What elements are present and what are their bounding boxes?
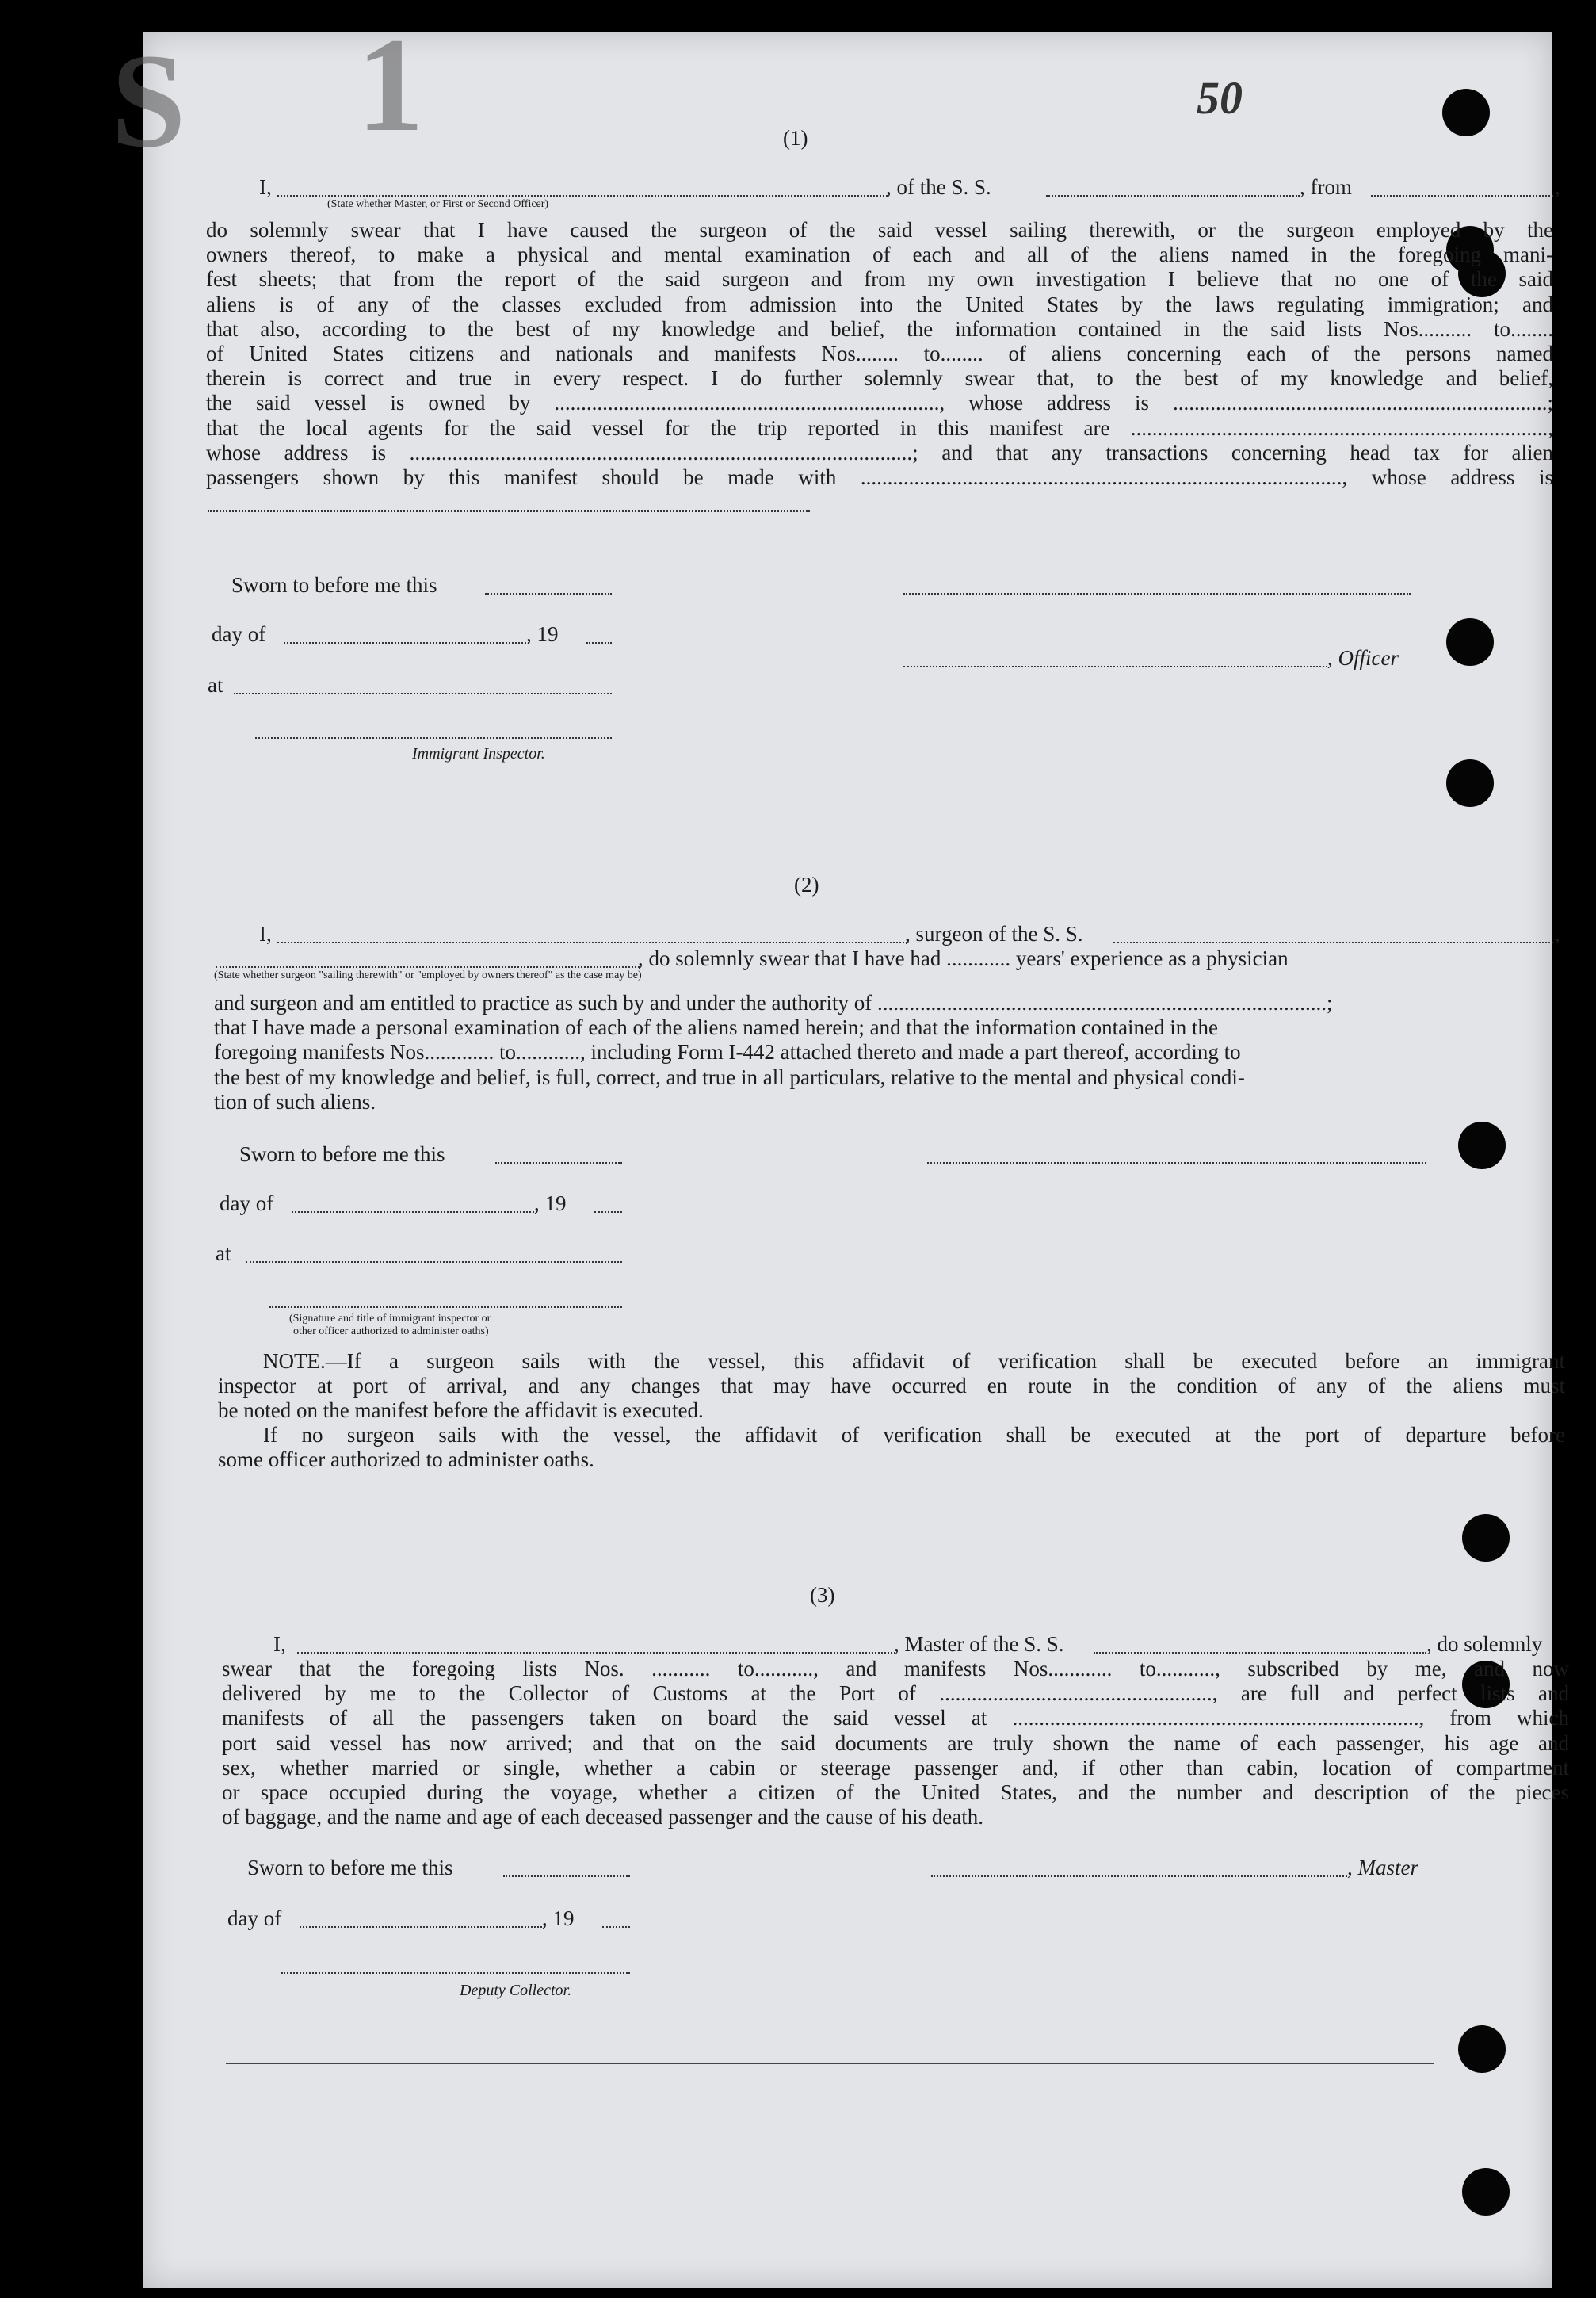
month-field[interactable] (300, 1926, 545, 1928)
oath-line: that the local agents for the said vessel for the trip reported in this manifest are .............................................................................., (206, 415, 1553, 440)
master-line: manifests of all the passengers taken on board the said vessel at ............................................................................, from which (222, 1706, 1569, 1730)
sworn-label: Sworn to before me this (231, 573, 437, 597)
surgeon-line: foregoing manifests Nos............. to............, including Form I-442 attached thereto and made a part thereof, according to (214, 1040, 1241, 1065)
sworn-label: Sworn to before me this (239, 1142, 445, 1166)
page-mark: 50 (1197, 72, 1243, 124)
oath-line: fest sheets; that from the report of the said surgeon and from my own investigation I believe that no one of the said (206, 267, 1553, 292)
sworn-date-field[interactable] (495, 1162, 622, 1164)
master-signature-field[interactable] (931, 1875, 1347, 1877)
oath-lead: I, (273, 1632, 286, 1656)
note2-paragraph-cont (218, 1447, 1565, 1472)
section-number: (2) (794, 873, 819, 897)
do-solemnly-label: , do solemnly (1426, 1632, 1543, 1656)
sworn-date-field[interactable] (503, 1875, 630, 1877)
punch-hole (1458, 2025, 1506, 2073)
day-of-label: day of (220, 1191, 274, 1215)
oath-lead: I, (259, 922, 272, 946)
vessel-label: , of the S. S. (886, 175, 991, 199)
day-of-label: day of (212, 622, 266, 646)
surgeon-line: the best of my knowledge and belief, is full, correct, and true in all particulars, relative to the mental and physical condi- (214, 1065, 1245, 1089)
oath-line: owners thereof, to make a physical and mental examination of each and all of the aliens named in the foregoing mani- (206, 243, 1553, 267)
stamp-left-fragment: S (111, 26, 183, 175)
month-field[interactable] (284, 642, 529, 644)
signature-field[interactable] (903, 593, 1411, 595)
place-field[interactable] (246, 1261, 622, 1263)
year-field[interactable] (602, 1926, 630, 1928)
surgeon-vessel-label: , surgeon of the S. S. (905, 922, 1083, 946)
note-paragraph-cont (218, 1374, 1565, 1423)
note-line: inspector at port of arrival, and any changes that may have occurred en route in the condition of any of the aliens must (218, 1374, 1565, 1398)
bottom-rule (226, 2063, 1434, 2064)
inspector-signature-field[interactable] (269, 1306, 622, 1308)
master-label: , Master (1347, 1856, 1418, 1879)
officer-caption: (State whether Master, or First or Second Officer) (327, 198, 549, 210)
oath-paragraph (206, 218, 1553, 490)
master-line: port said vessel has now arrived; and that on the said documents are truly shown the name of each passenger, his age and (222, 1730, 1569, 1755)
year-field[interactable] (594, 1211, 622, 1213)
officer-signature-field[interactable] (903, 666, 1327, 667)
surgeon-line: that I have made a personal examination of each of the aliens named herein; and that the information contained in the (214, 1015, 1219, 1040)
stamp-right-fragment: 1 (357, 10, 421, 159)
address-continuation-field[interactable] (208, 510, 810, 512)
year-label: , 19 (542, 1906, 575, 1930)
collector-signature-field[interactable] (281, 1972, 630, 1974)
punch-hole (1462, 1514, 1510, 1562)
note-line: NOTE.—If a surgeon sails with the vessel, this affidavit of verification shall be executed before an immigrant (263, 1349, 1565, 1373)
master-paragraph (222, 1657, 1569, 1830)
oath-line: that also, according to the best of my knowledge and belief, the information contained in the said lists Nos.......... to........ (206, 316, 1553, 341)
surgeon-paragraph (214, 991, 1561, 1115)
master-line: or space occupied during the voyage, whether a citizen of the United States, and the number and description of the pieces (222, 1780, 1569, 1805)
from-label: , from (1300, 175, 1352, 199)
surgeon-name-field[interactable] (277, 942, 907, 943)
surgeon-status-field[interactable] (216, 966, 640, 968)
punch-hole (1446, 618, 1494, 666)
oath-line: whose address is ..............................................................................................; and that any transactions concerning head tax for alien (206, 440, 1553, 465)
place-field[interactable] (234, 693, 612, 694)
oath-line: passengers shown by this manifest should be made with .........................................................................................., whose address is (206, 465, 1553, 490)
experience-text: , do solemnly swear that I have had ............ years' experience as a physician (638, 946, 1289, 970)
from-port-field[interactable] (1371, 195, 1553, 197)
form-page (111, 10, 1569, 2288)
punch-hole (1462, 2168, 1510, 2216)
oath-line: the said vessel is owned by ........................................................................, whose address is ......................................................................; (206, 391, 1553, 415)
line-comma: , (1555, 175, 1560, 199)
inspector-signature-field[interactable] (255, 737, 612, 739)
sig-caption: other officer authorized to administer oaths) (293, 1325, 489, 1337)
month-field[interactable] (292, 1211, 537, 1213)
surgeon-caption: (State whether surgeon "sailing therewith" or "employed by owners thereof" as the case may be) (214, 969, 642, 981)
master-line: delivered by me to the Collector of Customs at the Port of ..................................................., are full and perfect lists and (222, 1681, 1569, 1706)
sig-caption: (Signature and title of immigrant inspector or (289, 1313, 491, 1325)
note-line: be noted on the manifest before the affidavit is executed. (218, 1398, 704, 1423)
officer-label: , Officer (1327, 646, 1399, 670)
surgeon-line: and surgeon and am entitled to practice as such by and under the authority of ....................................................................................; (214, 991, 1333, 1015)
sworn-date-field[interactable] (485, 593, 612, 595)
officer-name-field[interactable] (277, 195, 888, 197)
surgeon-signature-field[interactable] (927, 1162, 1426, 1164)
master-name-field[interactable] (297, 1652, 895, 1654)
master-vessel-label: , Master of the S. S. (894, 1632, 1064, 1656)
oath-line: aliens is of any of the classes excluded from admission into the United States by the laws regulating immigration; and (206, 292, 1553, 316)
day-of-label: day of (227, 1906, 282, 1930)
note-paragraph (218, 1349, 1565, 1374)
punch-hole (1458, 1122, 1506, 1169)
punch-hole (1446, 759, 1494, 807)
inspector-label: Immigrant Inspector. (412, 745, 545, 763)
sworn-label: Sworn to before me this (247, 1856, 453, 1879)
at-label: at (208, 673, 223, 697)
line-comma: , (1555, 922, 1560, 946)
year-label: , 19 (526, 622, 559, 646)
vessel-name-field[interactable] (1113, 942, 1553, 943)
oath-line: of United States citizens and nationals and manifests Nos........ to........ of aliens concerning each of the persons named (206, 342, 1553, 366)
section-number: (1) (783, 126, 808, 150)
section-number: (3) (810, 1583, 835, 1607)
oath-line: therein is correct and true in every respect. I do further solemnly swear that, to the best of my knowledge and belief, (206, 366, 1553, 391)
surgeon-line: tion of such aliens. (214, 1089, 376, 1114)
master-line: sex, whether married or single, whether a cabin or steerage passenger and, if other than cabin, location of compartment (222, 1755, 1569, 1780)
punch-hole (1442, 89, 1490, 136)
at-label: at (216, 1241, 231, 1265)
year-label: , 19 (534, 1191, 567, 1215)
year-field[interactable] (586, 642, 612, 644)
vessel-name-field[interactable] (1046, 195, 1300, 197)
master-line: of baggage, and the name and age of each deceased passenger and the cause of his death. (222, 1805, 984, 1830)
oath-line: do solemnly swear that I have caused the surgeon of the said vessel sailing therewith, or the surgeon employed by the (206, 218, 1553, 242)
note-line: If no surgeon sails with the vessel, the affidavit of verification shall be executed at the port of departure before (263, 1423, 1565, 1447)
note2-paragraph (263, 1423, 1565, 1447)
collector-label: Deputy Collector. (460, 1982, 572, 1999)
oath-lead: I, (259, 175, 272, 199)
master-line: swear that the foregoing lists Nos. ........... to..........., and manifests Nos............ to..........., subscribed by me, and now (222, 1657, 1569, 1680)
note-line: some officer authorized to administer oaths. (218, 1447, 594, 1471)
vessel-name-field[interactable] (1094, 1652, 1426, 1654)
